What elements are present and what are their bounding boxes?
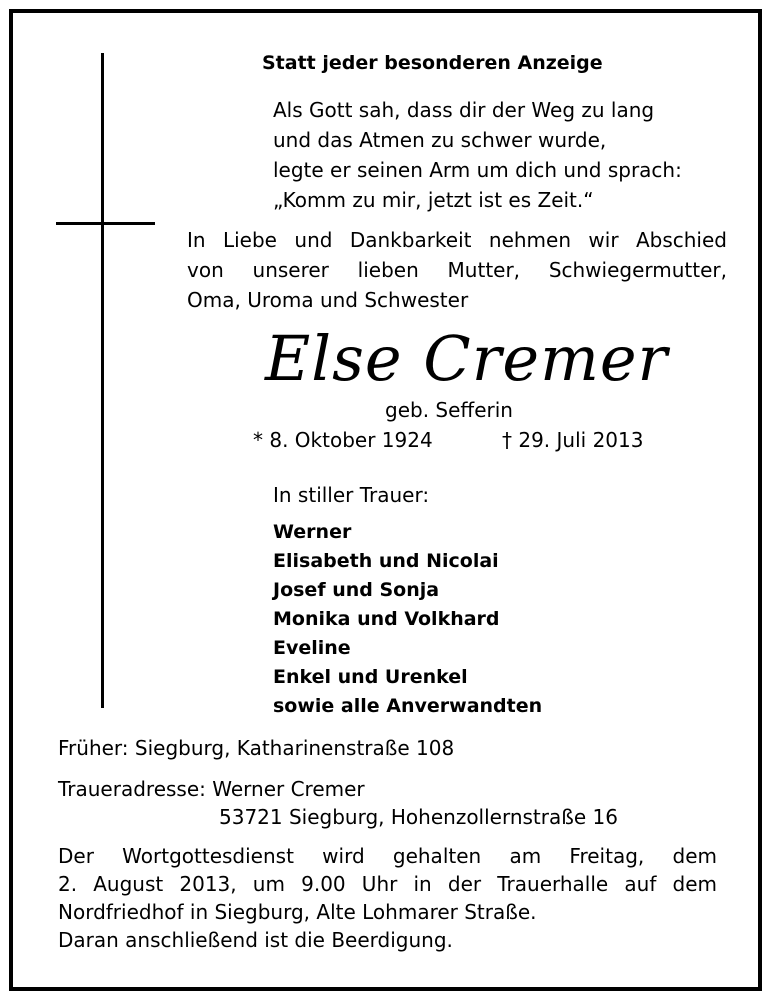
birth-name: geb. Sefferin: [385, 398, 513, 422]
mourning-address-line1: Traueradresse: Werner Cremer: [58, 777, 365, 801]
intro-line: In Liebe und Dankbarkeit nehmen wir Abschied: [187, 228, 727, 252]
poem-line: legte er seinen Arm um dich und sprach:: [273, 158, 682, 182]
birth-date: * 8. Oktober 1924: [253, 428, 433, 452]
deceased-name: Else Cremer: [265, 322, 669, 395]
list-item: Elisabeth und Nicolai: [273, 550, 499, 572]
mourners-list: [273, 518, 542, 721]
intro-text: [187, 225, 727, 315]
death-date: † 29. Juli 2013: [502, 428, 644, 452]
service-line: Der Wortgottesdienst wird gehalten am Freitag, dem: [58, 844, 717, 868]
list-item: Eveline: [273, 637, 351, 659]
intro-line: von unserer lieben Mutter, Schwiegermutter,: [187, 258, 727, 282]
list-item: Werner: [273, 521, 352, 543]
service-line: Nordfriedhof in Siegburg, Alte Lohmarer Straße.: [58, 900, 537, 924]
earlier-address: Früher: Siegburg, Katharinenstraße 108: [58, 736, 455, 760]
mourning-address-line2: 53721 Siegburg, Hohenzollernstraße 16: [219, 805, 618, 829]
cross-icon-crossbar: [56, 222, 155, 225]
mourning-title: In stiller Trauer:: [273, 483, 430, 507]
notice-header: Statt jeder besonderen Anzeige: [262, 52, 603, 74]
poem-line: und das Atmen zu schwer wurde,: [273, 128, 607, 152]
intro-line: Oma, Uroma und Schwester: [187, 288, 469, 312]
service-line: 2. August 2013, um 9.00 Uhr in der Trauerhalle auf dem: [58, 872, 717, 896]
list-item: sowie alle Anverwandten: [273, 695, 543, 717]
list-item: Enkel und Urenkel: [273, 666, 468, 688]
list-item: Monika und Volkhard: [273, 608, 500, 630]
poem-line: „Komm zu mir, jetzt ist es Zeit.“: [273, 188, 594, 212]
service-line: Daran anschließend ist die Beerdigung.: [58, 928, 453, 952]
poem: [273, 95, 682, 215]
list-item: Josef und Sonja: [273, 579, 440, 601]
poem-line: Als Gott sah, dass dir der Weg zu lang: [273, 98, 655, 122]
service-info: [58, 842, 717, 954]
cross-icon: [101, 53, 104, 708]
